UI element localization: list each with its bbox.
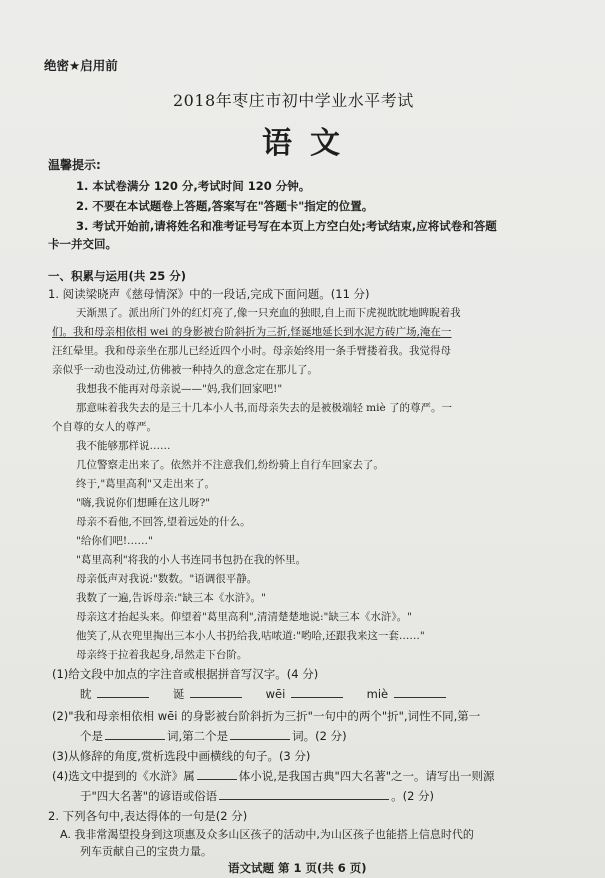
passage-line: "嗨,我说你们想睡在这儿呀?" — [76, 497, 211, 509]
passage-line: 亲似乎一动也没动过,仿佛被一种持久的意念定在那儿了。 — [52, 364, 318, 376]
sub-question-2-cont — [80, 728, 347, 744]
passage-line: 那意味着我失去的是三十几本小人书,而母亲失去的是被极端轻 miè 了的尊严。一 — [76, 402, 453, 414]
item-char-2: 诞 — [172, 687, 185, 701]
answer-blank[interactable] — [190, 687, 242, 698]
text-fragment: 。(2 分) — [391, 789, 435, 803]
item-pinyin-2: miè — [366, 687, 389, 701]
item-char-1: 眈 — [80, 687, 92, 701]
passage-line: 我想我不能再对母亲说——"妈,我们回家吧!" — [76, 383, 283, 395]
answer-blank[interactable] — [394, 687, 446, 698]
passage-line: 母亲这才抬起头来。仰望着"葛里高利",清清楚楚地说:"缺三本《水浒》。" — [76, 611, 412, 623]
passage-line: 他笑了,从衣兜里掏出三本小人书扔给我,咕哝道:"哟哈,还跟我来这一套……" — [76, 630, 425, 642]
tip-3: 3. 考试开始前,请将姓名和准考证号写在本页上方空白处;考试结束,应将试卷和答题 — [76, 219, 497, 233]
passage-line: 母亲低声对我说:"数数。"语调很平静。 — [76, 573, 258, 585]
answer-blank[interactable] — [230, 729, 290, 740]
passage-line: 母亲不看他,不回答,望着远处的什么。 — [76, 516, 251, 528]
passage-line: 终于,"葛里高利"又走出来了。 — [76, 478, 215, 490]
sub-question-2: (2)"我和母亲相依相 wēi 的身影被台阶斜折为三折"一句中的两个"折",词性不同,第一 — [52, 709, 481, 723]
tips-heading: 温馨提示: — [48, 158, 101, 172]
sub-question-1: (1)给文段中加点的字注音或根据拼音写汉字。(4 分) — [52, 667, 319, 681]
text-fragment: (4)选文中提到的《水浒》属 — [52, 769, 195, 783]
passage-line: 天渐黑了。派出所门外的红灯亮了,像一只充血的独眼,自上而下虎视眈眈地睥睨着我 — [76, 307, 461, 319]
sub-question-1-items — [80, 686, 448, 702]
sub-question-4 — [52, 768, 495, 784]
passage-line: 我数了一遍,告诉母亲:"缺三本《水浒》。" — [76, 592, 266, 604]
subject-title: 语文 — [262, 126, 358, 161]
question-2-option-a-cont: 列车贡献自己的宝贵力量。 — [80, 845, 212, 858]
text-fragment: 词。(2 分) — [292, 729, 347, 743]
question-2-intro: 2. 下列各句中,表达得体的一句是(2 分) — [48, 809, 248, 823]
confidential-label: 绝密★启用前 — [44, 58, 118, 73]
page-footer: 语文试题 第 1 页(共 6 页) — [228, 861, 367, 875]
question-1-intro: 1. 阅读梁晓声《慈母情深》中的一段话,完成下面问题。(11 分) — [48, 287, 370, 301]
passage-line: 汪红晕里。我和母亲坐在那儿已经近四个小时。母亲始终用一条手臂搂着我。我觉得母 — [52, 345, 451, 357]
tip-3-cont: 卡一并交回。 — [48, 237, 117, 251]
answer-blank[interactable] — [291, 687, 343, 698]
passage-line: 几位警察走出来了。依然并不注意我们,纷纷骑上自行车回家去了。 — [76, 459, 384, 471]
passage-line: "葛里高利"将我的小人书连同书包扔在我的怀里。 — [76, 554, 307, 566]
text-fragment: 体小说,是我国古典"四大名著"之一。请写出一则源 — [238, 769, 495, 783]
answer-blank[interactable] — [97, 687, 149, 698]
passage-line: 个自尊的女人的尊严。 — [52, 421, 157, 433]
answer-blank[interactable] — [105, 729, 165, 740]
tip-1: 1. 本试卷满分 120 分,考试时间 120 分钟。 — [76, 179, 311, 193]
passage-line: 母亲终于拉着我起身,昂然走下台阶。 — [76, 649, 248, 661]
text-fragment: 个是 — [80, 729, 103, 743]
exam-title: 2018年枣庄市初中学业水平考试 — [173, 91, 414, 110]
item-pinyin-1: wēi — [265, 687, 286, 701]
text-fragment: 于"四大名著"的谚语或俗语 — [80, 789, 218, 803]
text-fragment: 词,第二个是 — [167, 729, 229, 743]
passage-line: 我不能够那样说…… — [76, 440, 171, 452]
sub-question-3: (3)从修辞的角度,赏析选段中画横线的句子。(3 分) — [52, 749, 311, 763]
answer-blank[interactable] — [219, 789, 389, 800]
tip-2: 2. 不要在本试题卷上答题,答案写在"答题卡"指定的位置。 — [76, 199, 374, 213]
question-2-option-a: A. 我非常渴望投身到这项惠及众多山区孩子的活动中,为山区孩子也能搭上信息时代的 — [60, 828, 474, 841]
answer-blank[interactable] — [197, 769, 237, 780]
passage-line: "给你们吧!……" — [76, 535, 153, 547]
passage-line-underlined: 们。我和母亲相依相 wei 的身影被台阶斜折为三折,怪诞地延长到水泥方砖广场,淹在一 — [52, 326, 452, 338]
section-title: 一、积累与运用(共 25 分) — [48, 269, 187, 283]
sub-question-4-cont — [80, 788, 434, 804]
